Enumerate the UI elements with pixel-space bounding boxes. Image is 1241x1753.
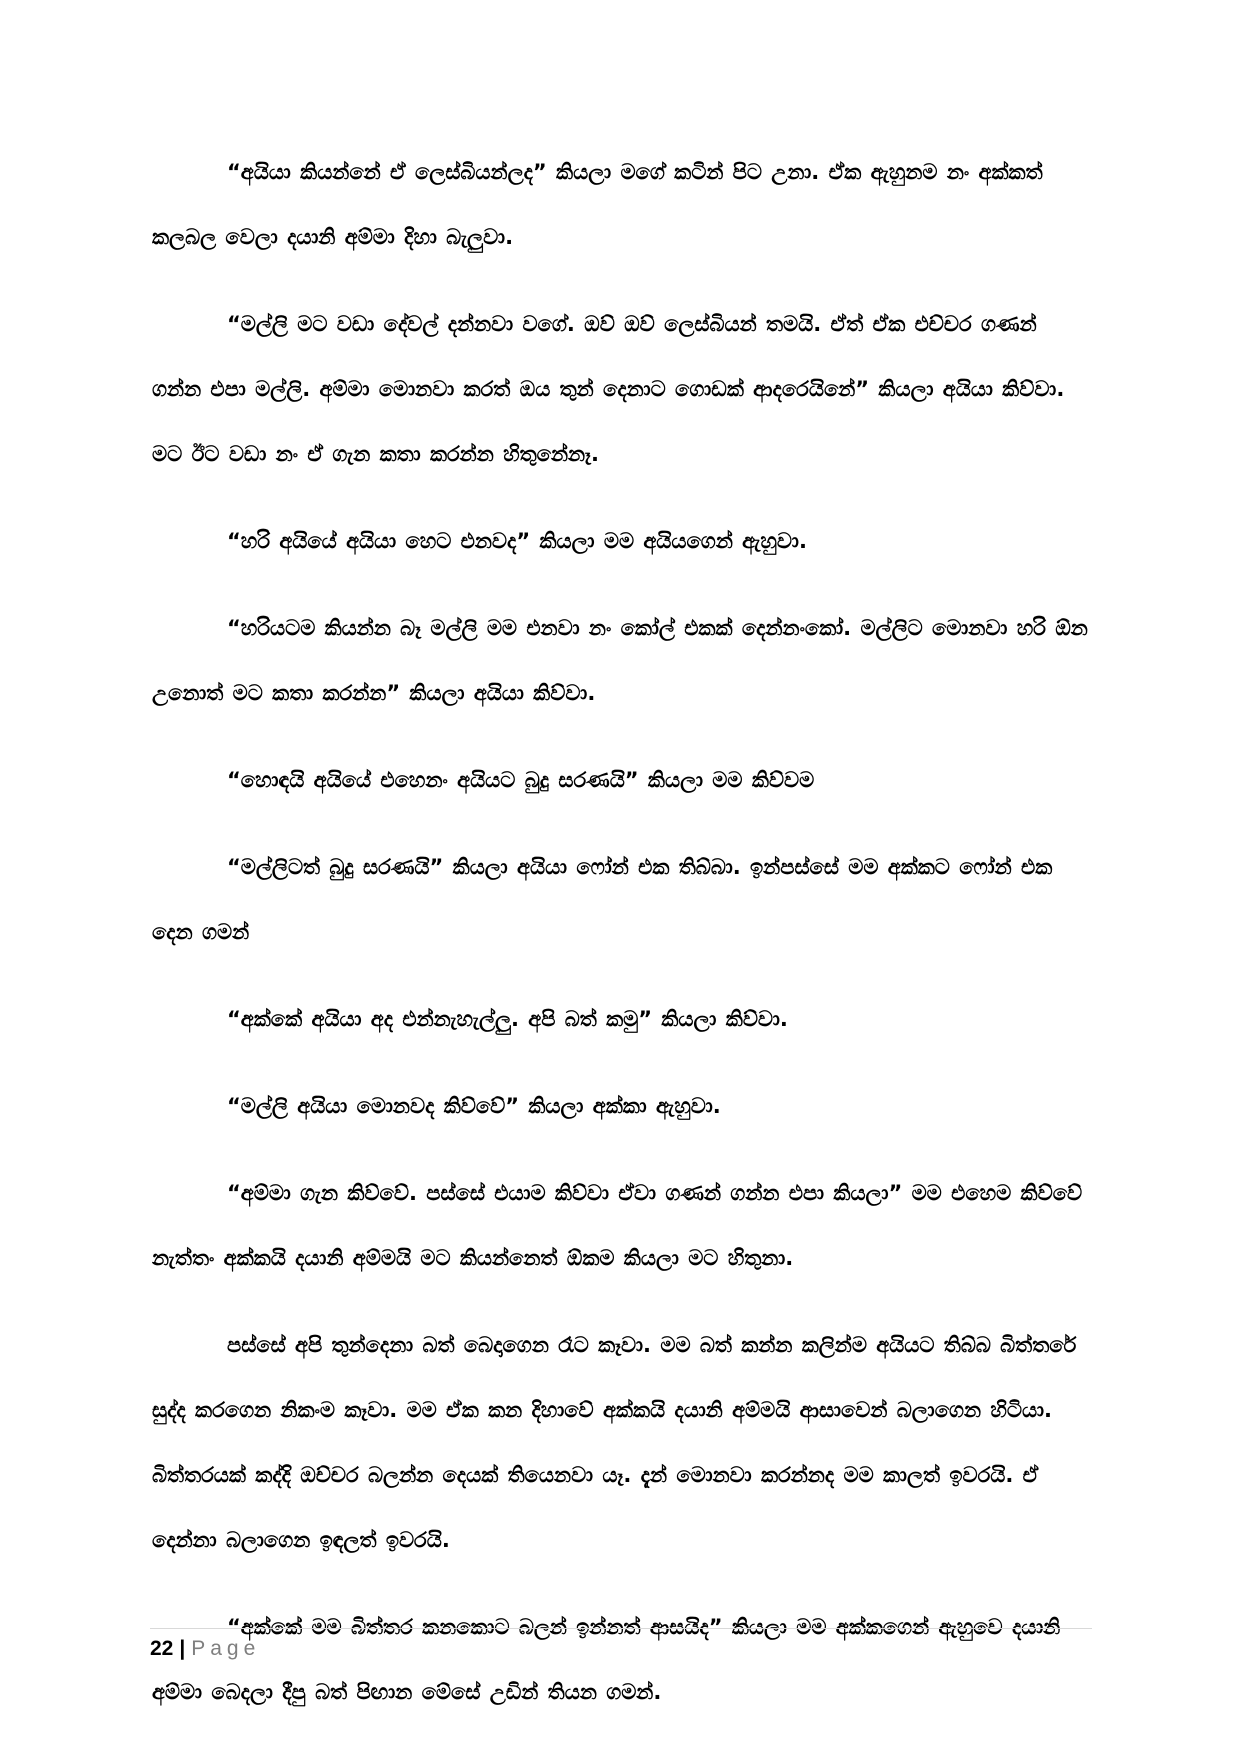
paragraph: “හරි අයියේ අයියා හෙට එනවද” කියලා මම අයියගෙන් ඇහුවා. <box>227 529 807 553</box>
paragraph: “මල්ලි අයියා මොනවද කිව්වේ” කියලා අක්කා ඇහුවා. <box>227 1094 721 1118</box>
page-number: 22 <box>150 1637 174 1660</box>
paragraph: “මල්ලිටත් බුදු සරණයි” කියලා අයියා ෆෝන් එක තිබ්බා. ඉන්පස්සේ මම අක්කට ෆෝන් එක දෙන ගමන් <box>152 855 1053 944</box>
paragraph: “හොඳයි අයියේ එහෙනං අයියට බුදු සරණයි” කියලා මම කිව්වම <box>227 768 815 792</box>
paragraph: “හරියටම කියන්න බෑ මල්ලි මම එනවා නං කෝල් එකක් දෙන්නංකෝ. මල්ලිට මොනවා හරි ඕන උනොත් මට කතා කරන්න” කියලා අයියා කිව්වා. <box>152 616 1088 705</box>
paragraph: “අක්කේ මම බිත්තර කනකොට බලන් ඉන්නත් ආසයිද” කියලා මම අක්කගෙන් ඇහුවෙ දයානි අම්මා බෙදලා දීපු බත් පිඟාන මේසේ උඩින් තියන ගමන්. <box>152 1615 1061 1704</box>
paragraph: “අයියා කියන්නේ ඒ ලෙස්බියන්ලද” කියලා මගේ කටින් පිට උනා. ඒක ඇහුනම නං අක්කත් කලබල වෙලා දයානි අම්මා දිහා බැලුවා. <box>152 160 1043 249</box>
page-label: Page <box>191 1637 261 1660</box>
footer-divider <box>150 1628 1092 1629</box>
paragraph: “මල්ලි මට වඩා දේවල් දන්නවා වගේ. ඔව් ඔව් ලෙස්බියන් තමයි. ඒත් ඒක එච්චර ගණන් ගන්න එපා මල්ලි. අම්මා මොනවා කරත් ඔය තුන් දෙනාට ගොඩක් ආදරෙයිනේ” කියලා අයියා කිව්වා. මට ඊට වඩා නං ඒ ගැන කතා කරන්න හිතුනේනෑ. <box>152 312 1065 466</box>
paragraph: පස්සේ අපි තුන්දෙනා බත් බෙදාගෙන රෑට කෑවා. මම බත් කන්න කලින්ම අයියට තිබ්බ බිත්තරේ සුද්ද කරගෙන නිකංම කෑවා. මම ඒක කන දිහාවේ අක්කයි දයානි අම්මයි ආසාවෙන් බලාගෙන හිටියා. බිත්තරයක් කද්දි ඔච්චර බලන්න දෙයක් තියෙනවා යෑ. දැන් මොනවා කරන්නද මම කාලත් ඉවරයි. ඒ දෙන්නා බලාගෙන ඉඳලත් ඉවරයි. <box>152 1333 1077 1552</box>
body-text <box>152 140 1090 1747</box>
footer-separator: | <box>179 1637 186 1660</box>
page-footer <box>150 1636 260 1662</box>
paragraph: “අම්මා ගැන කිව්වේ. පස්සේ එයාම කිව්වා ඒවා ගණන් ගන්න එපා කියලා” මම එහෙම කිව්වේ නැත්තං අක්කයි දයානි අම්මයි මට කියන්නෙත් ඕකම කියලා මට හිතුනා. <box>152 1181 1083 1270</box>
paragraph: “අක්කේ අයියා අද එන්නැහැල්ලු. අපි බත් කමු” කියලා කිව්වා. <box>227 1007 788 1031</box>
